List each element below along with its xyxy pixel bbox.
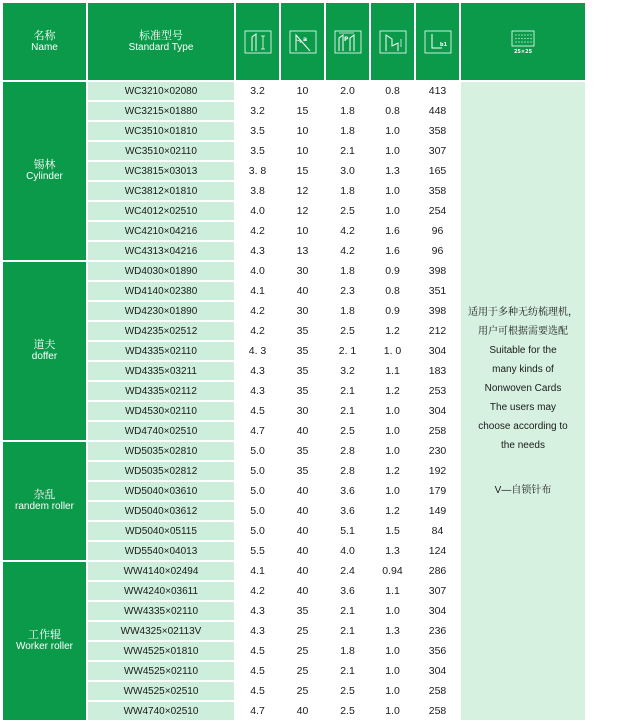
tooth-depth-value: 1.0 [371,442,414,460]
svg-text:b1: b1 [439,41,447,48]
model-number-cell: WD5040×03612 [88,502,234,520]
pitch-value: 2.3 [326,282,369,300]
tooth-thickness-value: 96 [416,222,459,240]
tooth-height-value: 5.0 [236,462,279,480]
tooth-height-value: 4.2 [236,582,279,600]
model-number-cell: WC3215×01880 [88,102,234,120]
angle-value: 40 [281,422,324,440]
category-name-zh: 道夫 [33,339,56,351]
angle-value: 35 [281,382,324,400]
model-number-cell: WD4335×02110 [88,342,234,360]
angle-value: 10 [281,222,324,240]
type-header [88,3,234,80]
density-label: 25×25 [513,48,533,55]
pitch-value: 2.0 [326,82,369,100]
tooth-depth-value: 1.6 [371,222,414,240]
tooth-height-icon [236,3,279,80]
category-cell [3,82,86,260]
pitch-value: 5.1 [326,522,369,540]
model-number-cell: WC4313×04216 [88,242,234,260]
tooth-height-value: 4.5 [236,402,279,420]
tooth-thickness-value: 307 [416,142,459,160]
angle-value: 25 [281,682,324,700]
angle-value: 25 [281,642,324,660]
model-number-cell: WD5540×04013 [88,542,234,560]
angle-value: 40 [281,582,324,600]
tooth-thickness-value: 398 [416,302,459,320]
tooth-height-value: 3. 8 [236,162,279,180]
angle-value: 40 [281,542,324,560]
application-spacer [461,455,585,481]
pitch-value: 1.8 [326,102,369,120]
tooth-thickness-value: 212 [416,322,459,340]
angle-icon [281,3,324,80]
angle-value: 35 [281,442,324,460]
tooth-height-value: 4.0 [236,262,279,280]
tooth-thickness-value: 258 [416,682,459,700]
tooth-depth-icon [371,3,414,80]
tooth-depth-value: 1.0 [371,662,414,680]
pitch-value: 3.0 [326,162,369,180]
model-number-cell: WW4525×02510 [88,682,234,700]
tooth-depth-value: 1.5 [371,522,414,540]
angle-value: 40 [281,482,324,500]
tooth-thickness-value: 124 [416,542,459,560]
model-number-cell: WC4210×04216 [88,222,234,240]
angle-value: 40 [281,282,324,300]
angle-value: 30 [281,302,324,320]
pitch-value: 2.8 [326,442,369,460]
pitch-value: 2.1 [326,622,369,640]
tooth-depth-value: 1.2 [371,462,414,480]
name-header [3,3,86,80]
model-number-cell: WD5035×02812 [88,462,234,480]
type-header-en: Standard Type [128,41,194,53]
angle-value: 30 [281,262,324,280]
category-name-en: Worker roller [15,641,74,652]
model-number-cell: WD4230×01890 [88,302,234,320]
model-number-cell: WW4335×02110 [88,602,234,620]
tooth-thickness-value: 84 [416,522,459,540]
tooth-depth-value: 0.8 [371,282,414,300]
angle-value: 12 [281,182,324,200]
tooth-height-value: 5.0 [236,442,279,460]
angle-value: 40 [281,522,324,540]
tooth-depth-value: 1.0 [371,402,414,420]
angle-value: 35 [281,462,324,480]
application-text-line: the needs [501,439,545,451]
pitch-value: 3.6 [326,502,369,520]
tooth-height-value: 5.5 [236,542,279,560]
tooth-height-value: 4.2 [236,302,279,320]
tooth-depth-value: 1.0 [371,682,414,700]
tooth-height-value: 5.0 [236,502,279,520]
angle-value: 10 [281,142,324,160]
tooth-thickness-value: 356 [416,642,459,660]
pitch-value: 2.5 [326,682,369,700]
tooth-thickness-value: 304 [416,602,459,620]
tooth-thickness-value: 179 [416,482,459,500]
tooth-thickness-value: 358 [416,122,459,140]
tooth-thickness-value: 286 [416,562,459,580]
tooth-height-value: 3.2 [236,82,279,100]
tooth-thickness-value: 253 [416,382,459,400]
tooth-depth-value: 1.2 [371,502,414,520]
tooth-depth-value: 1.3 [371,162,414,180]
category-name-zh: 锡林 [33,159,56,171]
tooth-thickness-value: 398 [416,262,459,280]
tooth-depth-value: 1.1 [371,362,414,380]
pitch-value: 3.6 [326,482,369,500]
header-row: 名称 Name 标准型号 Standard Type a P b1 25×25 适用范围 Range of Application [3,3,587,80]
pitch-value: 2.1 [326,602,369,620]
svg-text:P: P [343,35,348,43]
name-header-zh: 名称 [33,29,56,42]
angle-value: 25 [281,622,324,640]
angle-value: 15 [281,162,324,180]
application-text-line: many kinds of [492,363,554,375]
model-number-cell: WW4140×02494 [88,562,234,580]
tooth-thickness-value: 258 [416,422,459,440]
svg-text:a: a [302,35,307,43]
tooth-height-value: 4.3 [236,622,279,640]
angle-value: 30 [281,402,324,420]
pitch-value: 2.1 [326,662,369,680]
application-cell [461,82,585,720]
pitch-value: 1.8 [326,182,369,200]
tooth-height-value: 4.3 [236,242,279,260]
pitch-value: 2.1 [326,382,369,400]
tooth-depth-value: 0.9 [371,262,414,280]
pitch-icon [326,3,369,80]
tooth-thickness-value: 304 [416,402,459,420]
angle-value: 10 [281,122,324,140]
angle-value: 35 [281,362,324,380]
tooth-height-value: 4.3 [236,362,279,380]
model-number-cell: WW4740×02510 [88,702,234,720]
application-text-line: The users may [489,401,557,413]
tooth-thickness-value: 258 [416,702,459,720]
tooth-height-value: 3.8 [236,182,279,200]
model-number-cell: WC3510×01810 [88,122,234,140]
tooth-height-value: 4.2 [236,322,279,340]
tooth-height-value: 3.2 [236,102,279,120]
model-number-cell: WC3812×01810 [88,182,234,200]
angle-value: 35 [281,342,324,360]
model-number-cell: WD4140×02380 [88,282,234,300]
tooth-thickness-value: 183 [416,362,459,380]
card-clothing-spec-table [1,1,636,722]
angle-value: 15 [281,102,324,120]
tooth-thickness-value: 236 [416,622,459,640]
application-text-line: 适用于多种无纺梳理机， [468,306,578,318]
tooth-depth-value: 1.0 [371,482,414,500]
spec-table-container [1,1,636,717]
tooth-height-value: 4.2 [236,222,279,240]
tooth-height-value: 4.0 [236,202,279,220]
category-name-zh: 杂乱 [33,489,56,501]
angle-value: 35 [281,602,324,620]
angle-value: 40 [281,562,324,580]
pitch-value: 2.1 [326,402,369,420]
tooth-thickness-value: 165 [416,162,459,180]
tooth-depth-value: 1.2 [371,382,414,400]
model-number-cell: WC3510×02110 [88,142,234,160]
category-cell [3,262,86,440]
pitch-value: 1.8 [326,262,369,280]
tooth-height-value: 5.0 [236,482,279,500]
model-number-cell: WD4530×02110 [88,402,234,420]
pitch-value: 3.6 [326,582,369,600]
tooth-depth-value: 0.8 [371,102,414,120]
tooth-depth-value: 1.0 [371,202,414,220]
tooth-height-value: 4.5 [236,642,279,660]
tooth-thickness-value: 358 [416,182,459,200]
spec-table-body [3,82,587,720]
pitch-value: 4.2 [326,222,369,240]
pitch-value: 2.5 [326,422,369,440]
tooth-height-value: 4.7 [236,422,279,440]
category-cell [3,442,86,560]
model-number-cell: WD4335×03211 [88,362,234,380]
tooth-thickness-value: 413 [416,82,459,100]
model-number-cell: WD4335×02112 [88,382,234,400]
tooth-depth-value: 0.9 [371,302,414,320]
model-number-cell: WW4525×02110 [88,662,234,680]
model-number-cell: WD4030×01890 [88,262,234,280]
tooth-depth-value: 1.0 [371,642,414,660]
angle-value: 13 [281,242,324,260]
model-number-cell: WC3210×02080 [88,82,234,100]
model-number-cell: WW4525×01810 [88,642,234,660]
model-number-cell: WD5040×03610 [88,482,234,500]
pitch-value: 2.5 [326,202,369,220]
table-row [3,82,587,100]
model-number-cell: WC4012×02510 [88,202,234,220]
tooth-height-value: 5.0 [236,522,279,540]
angle-value: 10 [281,82,324,100]
tooth-height-value: 4.7 [236,702,279,720]
pitch-value: 2.5 [326,322,369,340]
tooth-depth-value: 1.3 [371,542,414,560]
tooth-depth-value: 1.0 [371,182,414,200]
pitch-value: 4.0 [326,542,369,560]
pitch-value: 1.8 [326,302,369,320]
tooth-depth-value: 1.2 [371,322,414,340]
tooth-height-value: 4.5 [236,682,279,700]
application-text-line: Suitable for the [489,344,557,356]
tooth-height-value: 4.3 [236,602,279,620]
category-name-zh: 工作辊 [28,629,61,641]
tooth-thickness-icon [416,3,459,80]
self-locking-note: V—自锁针布 [494,484,552,496]
density-icon [461,3,585,80]
tooth-depth-value: 1.1 [371,582,414,600]
tooth-thickness-value: 304 [416,662,459,680]
angle-value: 12 [281,202,324,220]
tooth-depth-value: 0.94 [371,562,414,580]
model-number-cell: WD4740×02510 [88,422,234,440]
tooth-depth-value: 1.0 [371,122,414,140]
application-text-line: Nonwoven Cards [484,382,562,394]
category-name-en: doffer [31,351,58,362]
pitch-value: 1.8 [326,122,369,140]
application-text-line: 用户可根据需要选配 [478,325,568,337]
tooth-height-value: 4.1 [236,562,279,580]
angle-value: 25 [281,662,324,680]
model-number-cell: WW4240×03611 [88,582,234,600]
type-header-zh: 标准型号 [139,29,183,42]
tooth-thickness-value: 304 [416,342,459,360]
tooth-depth-value: 1.0 [371,422,414,440]
tooth-thickness-value: 230 [416,442,459,460]
angle-value: 35 [281,322,324,340]
model-number-cell: WW4325×02113V [88,622,234,640]
tooth-thickness-value: 254 [416,202,459,220]
name-header-en: Name [31,41,58,53]
tooth-depth-value: 1.0 [371,602,414,620]
pitch-value: 2. 1 [326,342,369,360]
model-number-cell: WD5040×05115 [88,522,234,540]
tooth-height-value: 3.5 [236,142,279,160]
tooth-thickness-value: 448 [416,102,459,120]
pitch-value: 2.1 [326,142,369,160]
application-text-line: choose according to [478,420,568,432]
tooth-depth-value: 1.6 [371,242,414,260]
tooth-height-value: 4. 3 [236,342,279,360]
angle-value: 40 [281,502,324,520]
category-name-en: randem roller [15,501,74,512]
tooth-height-value: 3.5 [236,122,279,140]
tooth-height-value: 4.3 [236,382,279,400]
tooth-height-value: 4.1 [236,282,279,300]
pitch-value: 2.4 [326,562,369,580]
model-number-cell: WD5035×02810 [88,442,234,460]
model-number-cell: WD4235×02512 [88,322,234,340]
tooth-depth-value: 1.0 [371,702,414,720]
pitch-value: 4.2 [326,242,369,260]
tooth-thickness-value: 149 [416,502,459,520]
category-cell [3,562,86,720]
tooth-depth-value: 0.8 [371,82,414,100]
pitch-value: 2.5 [326,702,369,720]
tooth-depth-value: 1.3 [371,622,414,640]
tooth-depth-value: 1. 0 [371,342,414,360]
pitch-value: 1.8 [326,642,369,660]
tooth-depth-value: 1.0 [371,142,414,160]
tooth-thickness-value: 307 [416,582,459,600]
tooth-height-value: 4.5 [236,662,279,680]
angle-value: 40 [281,702,324,720]
tooth-thickness-value: 192 [416,462,459,480]
model-number-cell: WC3815×03013 [88,162,234,180]
tooth-thickness-value: 96 [416,242,459,260]
pitch-value: 3.2 [326,362,369,380]
category-name-en: Cylinder [26,171,63,182]
pitch-value: 2.8 [326,462,369,480]
tooth-thickness-value: 351 [416,282,459,300]
